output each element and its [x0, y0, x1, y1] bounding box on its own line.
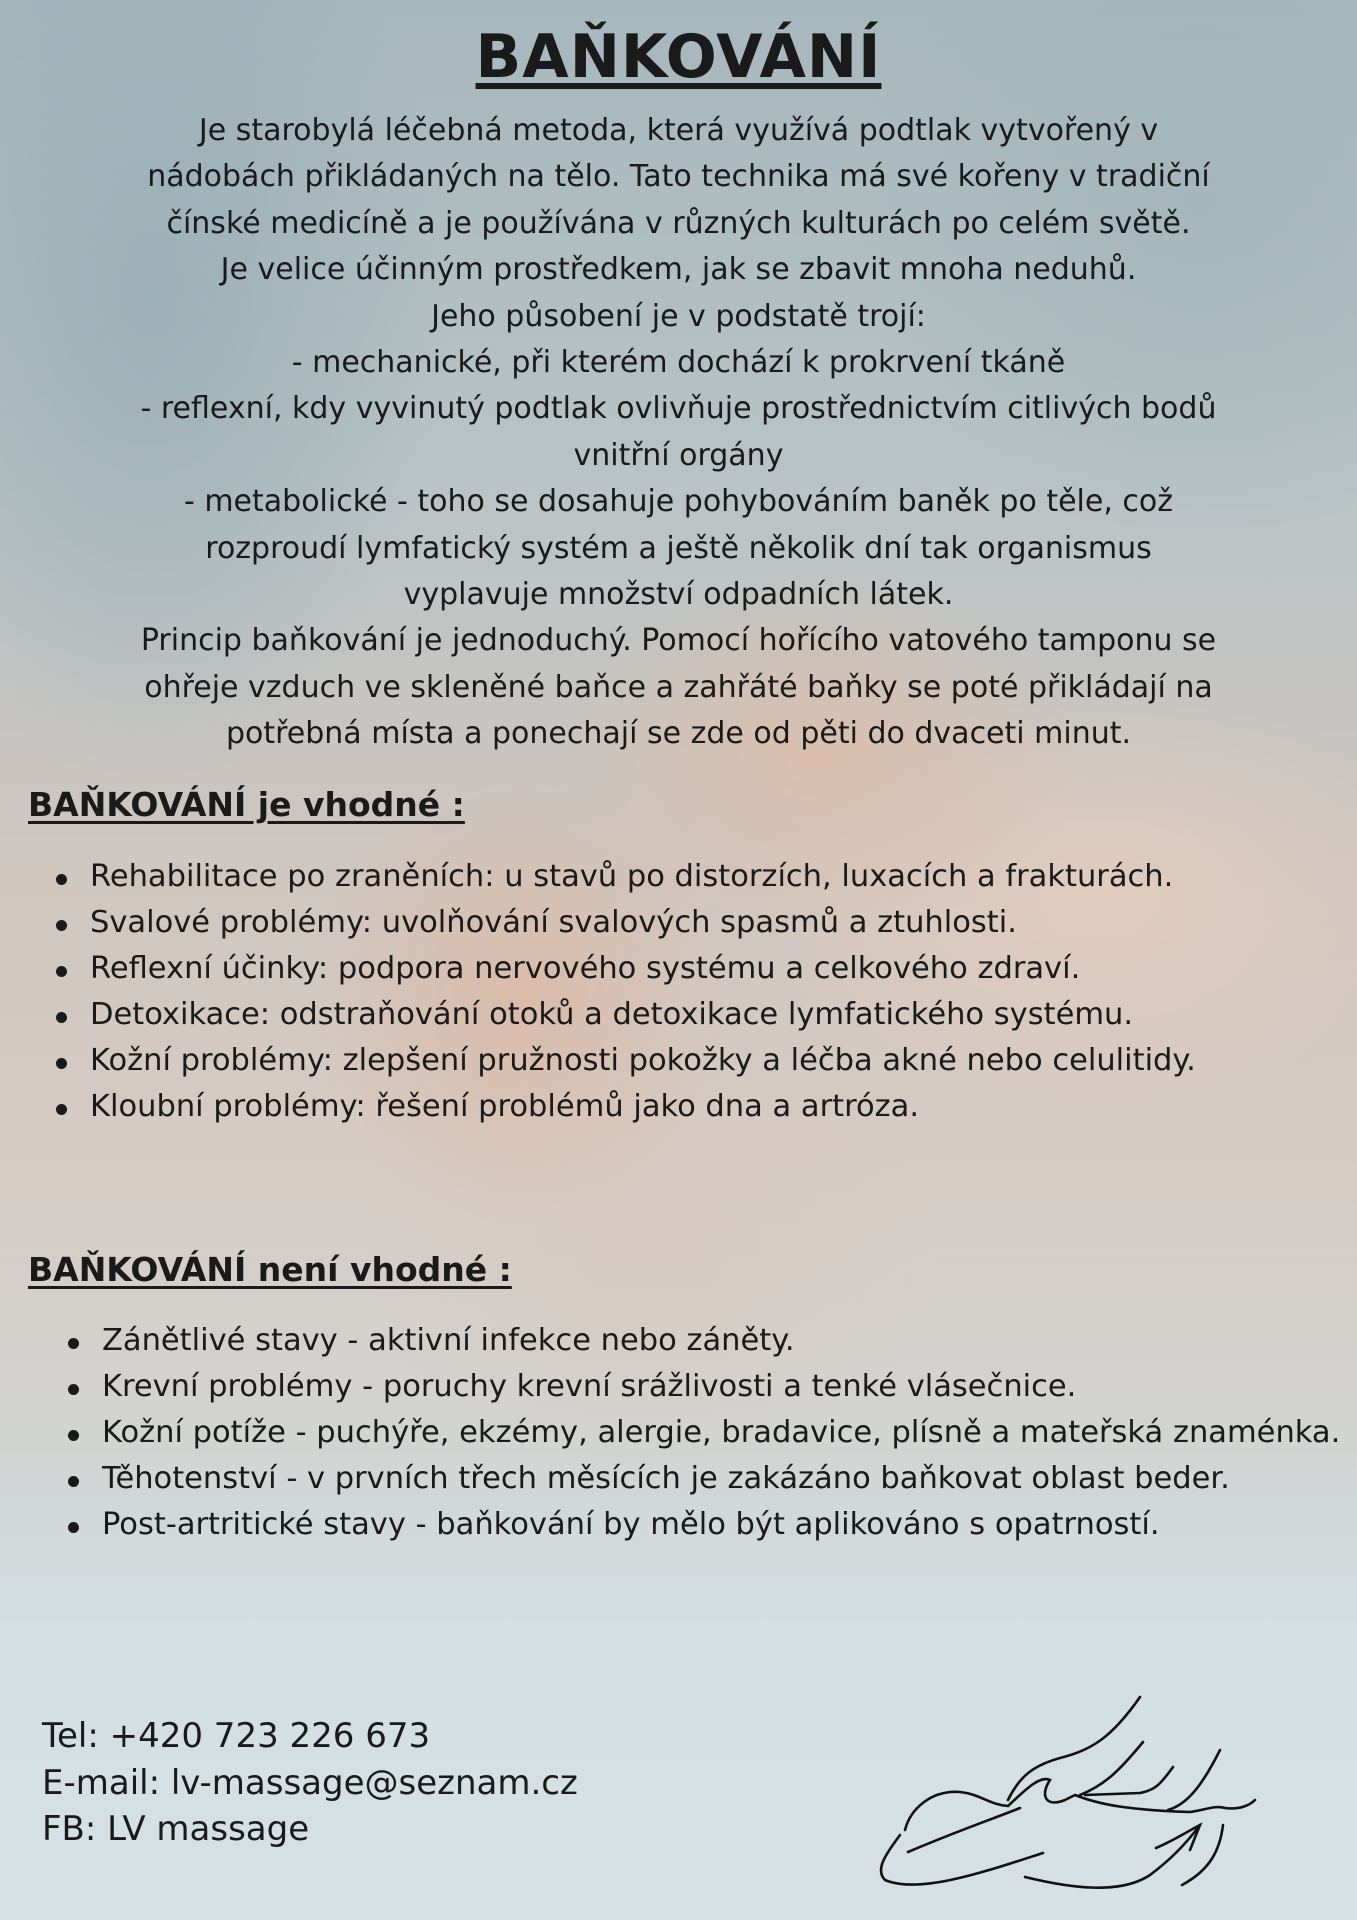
- intro-line: potřebná místa a ponechají se zde od pěti do dvaceti minut.: [225, 716, 1132, 752]
- intro-line: vyplavuje množství odpadních látek.: [403, 577, 954, 613]
- suitable-heading: BAŇKOVÁNÍ je vhodné :: [28, 785, 465, 824]
- list-item: Zánětlivé stavy - aktivní infekce nebo záněty.: [62, 1318, 1347, 1364]
- list-item: Svalové problémy: uvolňování svalových spasmů a ztuhlosti.: [50, 900, 1290, 946]
- list-item: Krevní problémy - poruchy krevní srážlivosti a tenké vlásečnice.: [62, 1364, 1347, 1410]
- intro-line: rozproudí lymfatický systém a ještě několik dní tak organismus: [205, 530, 1152, 566]
- intro-line: čínské medicíně a je používána v různých kulturách po celém světě.: [166, 205, 1191, 241]
- intro-line: - metabolické - toho se dosahuje pohybováním baněk po těle, což: [183, 484, 1174, 520]
- email: E-mail: lv-massage@seznam.cz: [42, 1762, 578, 1803]
- intro-line: Je starobylá léčebná metoda, která využívá podtlak vytvořený v: [198, 113, 1159, 148]
- list-item: Rehabilitace po zraněních: u stavů po distorzích, luxacích a frakturách.: [50, 854, 1340, 900]
- contact-info: [42, 1713, 578, 1853]
- phone: Tel: +420 723 226 673: [42, 1716, 431, 1756]
- unsuitable-heading: BAŇKOVÁNÍ není vhodné :: [28, 1250, 512, 1289]
- facebook: FB: LV massage: [42, 1809, 310, 1849]
- list-item: Post-artritické stavy - baňkování by mělo být aplikováno s opatrností.: [62, 1502, 1202, 1548]
- page-title: BAŇKOVÁNÍ: [475, 22, 882, 92]
- intro-line: Je velice účinným prostředkem, jak se zbavit mnoha neduhů.: [220, 252, 1137, 288]
- list-item: Kloubní problémy: řešení problémů jako dna a artróza.: [50, 1084, 1340, 1130]
- suitable-list: [50, 854, 1340, 1130]
- intro-line: Jeho působení je v podstatě trojí:: [431, 298, 926, 334]
- intro-line: Princip baňkování je jednoduchý. Pomocí hořícího vatového tamponu se: [140, 623, 1217, 659]
- list-item: Těhotenství - v prvních třech měsících je zakázáno baňkovat oblast beder.: [62, 1456, 1347, 1502]
- intro-line: - reflexní, kdy vyvinutý podtlak ovlivňuje prostřednictvím citlivých bodů: [140, 391, 1217, 427]
- intro-line: nádobách přikládaných na tělo. Tato technika má své kořeny v tradiční: [147, 159, 1210, 195]
- unsuitable-list: [62, 1318, 1347, 1548]
- intro-line: ohřeje vzduch ve skleněné baňce a zahřáté baňky se poté přikládají na: [144, 669, 1213, 705]
- list-item: Detoxikace: odstraňování otoků a detoxikace lymfatického systému.: [50, 992, 1340, 1038]
- massage-hands-logo-icon: [860, 1670, 1260, 1910]
- list-item: Kožní potíže - puchýře, ekzémy, alergie, bradavice, plísně a mateřská znaménka.: [62, 1410, 1347, 1456]
- list-item: Reflexní účinky: podpora nervového systému a celkového zdraví.: [50, 946, 1340, 992]
- list-item: Kožní problémy: zlepšení pružnosti pokožky a léčba akné nebo celulitidy.: [50, 1038, 1340, 1084]
- intro-line: - mechanické, při kterém dochází k prokrvení tkáně: [291, 345, 1066, 381]
- intro-text: [10, 108, 1347, 758]
- intro-line: vnitřní orgány: [573, 437, 784, 473]
